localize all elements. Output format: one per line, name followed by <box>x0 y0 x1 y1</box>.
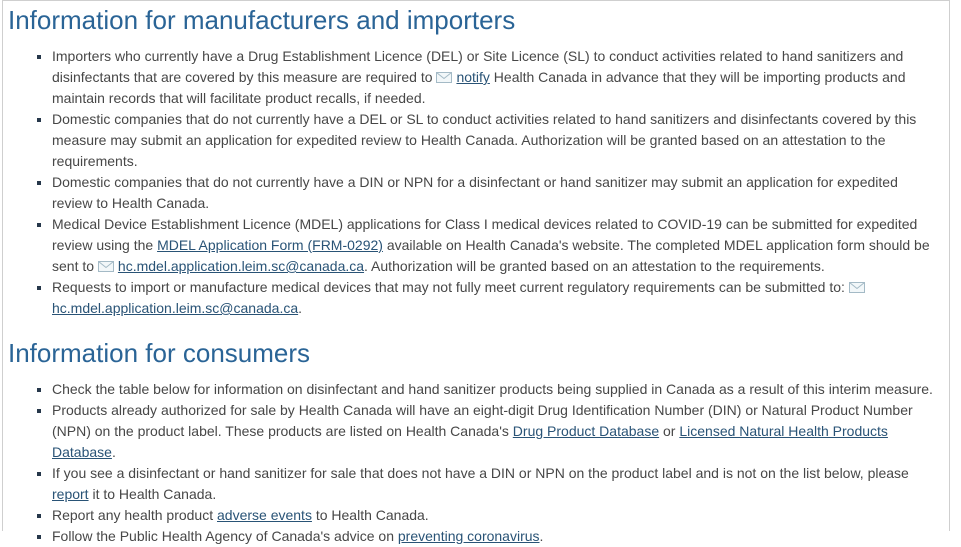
envelope-icon <box>849 282 865 293</box>
hc-mdel-application-leim-sc-canada-ca-link[interactable]: hc.mdel.application.leim.sc@canada.ca <box>117 258 365 274</box>
list-item: ▪ Domestic companies that do not currently have a DIN or NPN for a disinfectant or hand sanitizer may submit an application for expedited review to Health Canada. <box>52 172 941 214</box>
list-item: ▪ Importers who currently have a Drug Establishment Licence (DEL) or Site Licence (SL) to conduct activities related to hand sanitizers and disinfectants that are covered by this measure are required to notify Health Canada in advance that they will be importing products and maintain records that will facilitate product recalls, if needed. <box>52 46 941 109</box>
section-heading-manufacturers: Information for manufacturers and importers <box>8 5 516 35</box>
list-item: ▪ Medical Device Establishment Licence (MDEL) applications for Class I medical devices related to COVID-19 can be submitted for expedited review using the MDEL Application Form (FRM-0292) available on Health Canada's website. The completed MDEL application form should be sent to hc.mdel.application.leim.sc@canada.ca. Authorization will be granted based on an attestation to the requirements. <box>52 214 941 277</box>
envelope-icon <box>98 261 114 272</box>
licensed-natural-health-products-databas-link[interactable]: Licensed Natural Health Products Database <box>52 423 888 460</box>
list-item: ▪ Requests to import or manufacture medical devices that may not fully meet current regulatory requirements can be submitted to: hc.mdel.application.leim.sc@canada.ca. <box>52 277 941 319</box>
section-manufacturers <box>3 1 949 319</box>
manufacturers-list <box>3 46 949 319</box>
report-link[interactable]: report <box>52 486 89 502</box>
list-item: ▪ Report any health product adverse events to Health Canada. <box>52 505 941 526</box>
consumers-list <box>3 379 949 547</box>
preventing-coronavirus-link[interactable]: preventing coronavirus <box>397 528 540 544</box>
notify-link[interactable]: notify <box>456 69 490 85</box>
envelope-icon <box>436 72 452 83</box>
list-item: ▪ Follow the Public Health Agency of Canada's advice on preventing coronavirus. <box>52 526 941 547</box>
drug-product-database-link[interactable]: Drug Product Database <box>512 423 660 439</box>
page-frame <box>2 0 950 544</box>
list-item: ▪ Check the table below for information on disinfectant and hand sanitizer products being supplied in Canada as a result of this interim measure. <box>52 379 941 400</box>
list-item: ▪ If you see a disinfectant or hand sanitizer for sale that does not have a DIN or NPN on the product label and is not on the list below, please report it to Health Canada. <box>52 463 941 505</box>
adverse-events-link[interactable]: adverse events <box>217 507 312 523</box>
hc-mdel-application-leim-sc-canada-ca-link[interactable]: hc.mdel.application.leim.sc@canada.ca <box>52 300 299 316</box>
section-heading-consumers: Information for consumers <box>8 338 311 368</box>
list-item: ▪ Products already authorized for sale by Health Canada will have an eight-digit Drug Identification Number (DIN) or Natural Product Number (NPN) on the product label. These products are listed on Health Canada's Drug Product Database or Licensed Natural Health Products Database. <box>52 400 941 463</box>
mdel-application-form-frm-0292-link[interactable]: MDEL Application Form (FRM-0292) <box>157 237 383 253</box>
section-consumers <box>3 334 949 547</box>
list-item: ▪ Domestic companies that do not currently have a DEL or SL to conduct activities related to hand sanitizers and disinfectants covered by this measure may submit an application for expedited review to Health Canada. Authorization will be granted based on an attestation to the requirements. <box>52 109 941 172</box>
